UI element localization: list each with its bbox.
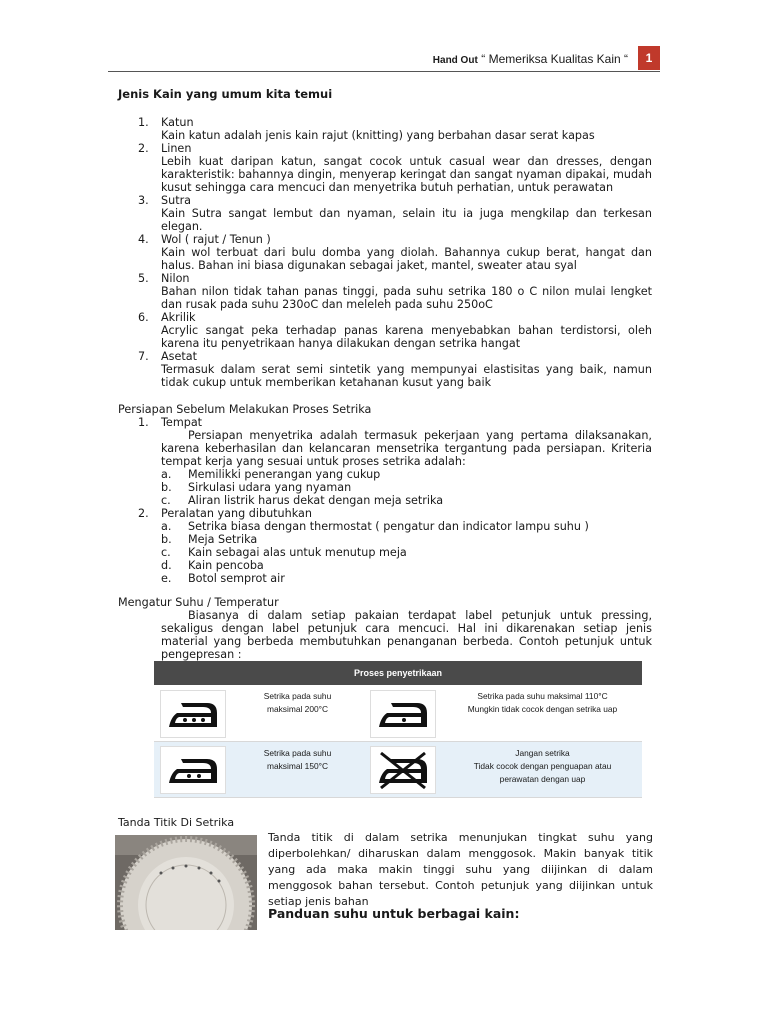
equipment-text: Meja Setrika xyxy=(188,533,258,546)
document-body xyxy=(118,88,652,674)
equipment-text: Kain sebagai alas untuk menutup meja xyxy=(188,546,407,559)
panduan-suhu-heading: Panduan suhu untuk berbagai kain: xyxy=(268,906,520,921)
table-cell xyxy=(443,685,642,741)
list-item xyxy=(118,142,652,194)
equipment-letter: e. xyxy=(161,572,172,585)
equipment-letter: d. xyxy=(161,559,172,572)
equipment-letter: c. xyxy=(161,546,171,559)
item-title: Sutra xyxy=(161,194,192,207)
iron-crossed-icon xyxy=(370,746,436,794)
item-body: Persiapan menyetrika adalah termasuk pekerjaan yang pertama dilaksanakan, karena keberhasilan dan kelancaran mensetrika tergantung pada persiapan. Kriteria tempat kerja yang sesuai untuk proses setrika adalah: xyxy=(161,429,652,468)
criteria-letter: b. xyxy=(161,481,172,494)
table-cell xyxy=(154,685,232,741)
list-item xyxy=(118,272,652,311)
item-number: 1. xyxy=(138,116,149,129)
list-item xyxy=(118,311,652,350)
symbol-description: maksimal 150°C xyxy=(266,760,329,771)
page-header xyxy=(108,44,660,72)
item-body: Termasuk dalam serat semi sintetik yang mempunyai elastisitas yang baik, namun tidak cukup untuk memberikan ketahanan kusut yang baik xyxy=(161,363,652,389)
item-body: Kain wol terbuat dari bulu domba yang diolah. Bahannya cukup berat, hangat dan halus. Bahan ini biasa digunakan sebagai jaket, mantel, sweater atau syal xyxy=(161,246,652,272)
list-item xyxy=(118,350,652,389)
table-cell xyxy=(443,741,642,797)
list-item xyxy=(118,507,652,585)
section-heading-tanda-titik: Tanda Titik Di Setrika xyxy=(118,816,235,829)
handout-title: “ Memeriksa Kualitas Kain “ xyxy=(481,52,628,66)
symbol-description: maksimal 200°C xyxy=(266,704,329,714)
criteria-text: Sirkulasi udara yang nyaman xyxy=(188,481,352,494)
symbol-description: Setrika pada suhu maksimal 110°C xyxy=(477,691,608,701)
fabric-list xyxy=(118,116,652,389)
iron-three-dots-icon xyxy=(160,690,226,738)
table-row xyxy=(154,685,642,741)
table-cell xyxy=(232,685,363,741)
table-cell xyxy=(232,741,363,797)
item-number: 2. xyxy=(138,142,149,155)
header-title xyxy=(433,52,628,66)
list-item xyxy=(118,416,652,507)
table-header: Proses penyetrikaan xyxy=(154,661,642,685)
criteria-item xyxy=(161,481,652,494)
iron-two-dots-icon xyxy=(160,746,226,794)
equipment-text: Kain pencoba xyxy=(188,559,264,572)
symbol-description: Setrika pada suhu xyxy=(263,691,332,701)
item-title: Nilon xyxy=(161,272,190,285)
item-body: Kain Sutra sangat lembut dan nyaman, selain itu ia juga mengkilap dan terkesan elegan. xyxy=(161,207,652,233)
equipment-item xyxy=(161,520,652,533)
symbol-description: Mungkin tidak cocok dengan setrika uap xyxy=(467,704,618,714)
item-number: 6. xyxy=(138,311,149,324)
table-row xyxy=(154,741,642,797)
handout-label: Hand Out xyxy=(432,55,478,66)
criteria-letter: a. xyxy=(161,468,172,481)
item-title: Peralatan yang dibutuhkan xyxy=(161,507,312,520)
tanda-titik-paragraph: Tanda titik di dalam setrika menunjukan tingkat suhu yang diperbolehkan/ diharuskan dalam menggosok. Makin banyak titik yang ada maka makin tinggi suhu yang diijinkan di dalam menggosok bahan tersebut. Contoh petunjuk yang diijinkan untuk setiap jenis bahan xyxy=(268,831,653,908)
symbol-description: perawatan dengan uap xyxy=(499,773,586,784)
item-body: Kain katun adalah jenis kain rajut (knitting) yang berbahan dasar serat kapas xyxy=(161,129,595,142)
item-number: 5. xyxy=(138,272,149,285)
symbol-description: Tidak cocok dengan penguapan atau xyxy=(473,760,612,771)
item-number: 1. xyxy=(138,416,149,429)
page-number-badge: 1 xyxy=(638,46,660,70)
table-cell xyxy=(363,685,443,741)
item-title: Asetat xyxy=(161,350,197,363)
criteria-text: Aliran listrik harus dekat dengan meja setrika xyxy=(188,494,444,507)
equipment-item xyxy=(161,572,652,585)
list-item xyxy=(118,116,652,142)
item-number: 3. xyxy=(138,194,149,207)
item-title: Linen xyxy=(161,142,192,155)
ironing-symbol-table xyxy=(154,661,642,798)
equipment-text: Botol semprot air xyxy=(188,572,285,585)
criteria-item xyxy=(161,468,652,481)
section-heading-mengatur-suhu: Mengatur Suhu / Temperatur xyxy=(118,596,279,609)
item-title: Akrilik xyxy=(161,311,196,324)
symbol-description: Jangan setrika xyxy=(515,747,570,758)
item-number: 7. xyxy=(138,350,149,363)
symbol-description: Setrika pada suhu xyxy=(263,747,332,758)
item-body: Acrylic sangat peka terhadap panas karena menyebabkan bahan terdistorsi, oleh karena itu penyetrikaan hanya dilakukan dengan setrika hangat xyxy=(161,324,652,350)
equipment-letter: b. xyxy=(161,533,172,546)
equipment-item xyxy=(161,533,652,546)
item-number: 4. xyxy=(138,233,149,246)
iron-dial-photo xyxy=(115,835,257,930)
list-item xyxy=(118,194,652,233)
suhu-paragraph: Biasanya di dalam setiap pakaian terdapat label petunjuk untuk pressing, sekaligus dengan label petunjuk cara mencuci. Hal ini dikarenakan setiap jenis material yang berbeda membutuhkan penanganan berbeda. Contoh petunjuk untuk pengepresan : xyxy=(161,609,652,661)
item-body: Lebih kuat daripan katun, sangat cocok untuk casual wear dan dresses, dengan karakteristik: bahannya dingin, menyerap keringat dan sangat nyaman dipakai, mudah kusut sehingga cara mencuci dan menyetrika butuh perhatian, untuk perawatan xyxy=(161,155,652,194)
iron-one-dot-icon xyxy=(370,690,436,738)
table-cell xyxy=(154,741,232,797)
item-title: Wol ( rajut / Tenun ) xyxy=(161,233,271,246)
item-title: Tempat xyxy=(161,416,203,429)
section-heading-persiapan: Persiapan Sebelum Melakukan Proses Setrika xyxy=(118,403,372,416)
equipment-item xyxy=(161,546,652,559)
equipment-text: Setrika biasa dengan thermostat ( pengatur dan indicator lampu suhu ) xyxy=(188,520,589,533)
criteria-letter: c. xyxy=(161,494,171,507)
list-item xyxy=(118,233,652,272)
item-body: Bahan nilon tidak tahan panas tinggi, pada suhu setrika 180 o C nilon mulai lengket dan rusak pada suhu 230oC dan meleleh pada suhu 250oC xyxy=(161,285,652,311)
criteria-item xyxy=(161,494,652,507)
section-heading-jenis-kain: Jenis Kain yang umum kita temui xyxy=(118,87,333,101)
criteria-text: Memilikki penerangan yang cukup xyxy=(188,468,381,481)
equipment-item xyxy=(161,559,652,572)
equipment-letter: a. xyxy=(161,520,172,533)
table-cell xyxy=(363,741,443,797)
item-title: Katun xyxy=(161,116,194,129)
item-number: 2. xyxy=(138,507,149,520)
